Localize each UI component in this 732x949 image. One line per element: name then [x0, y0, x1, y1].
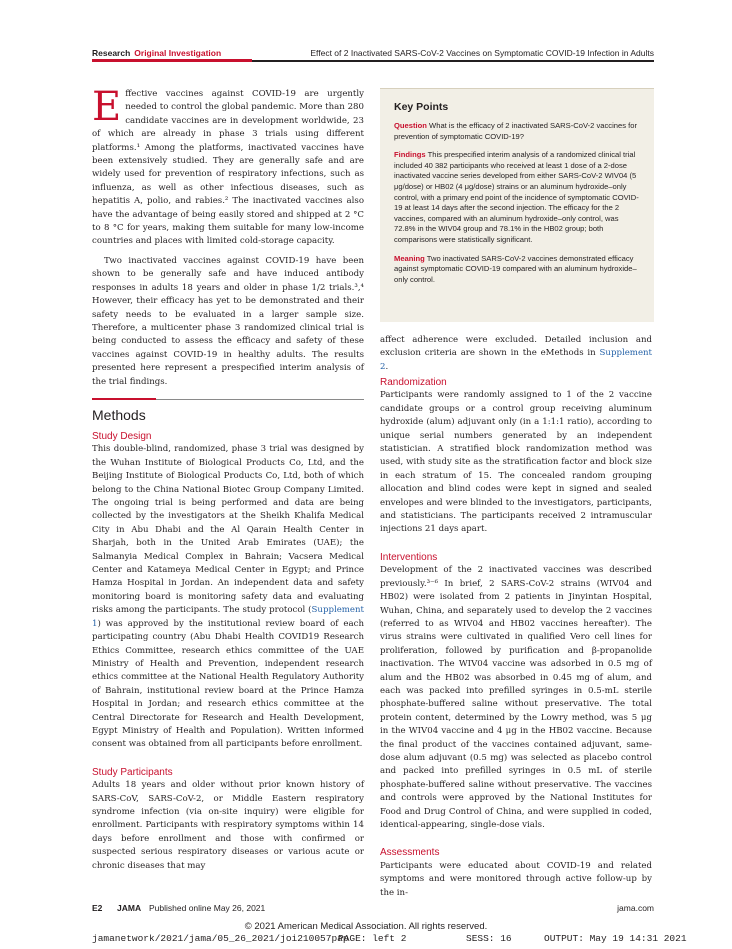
- supplement-1-link[interactable]: Supplement 1: [92, 605, 364, 629]
- randomization-paragraph: Participants were randomly assigned to 1 of the 2 vaccine candidate groups or a control group receiving aluminum hydroxide (alum) adjuvant only (in a 1:1:1 ratio), according to unique serial numbers generated by an independent statistician. A stratified block randomization method was used, with study site as the stratification factor and block size in each stratum of 15. The concealed random grouping allocation and blind codes were kept in signed and sealed envelopes and were blinded to the investigators, participants, and statisticians. The participants received 2 intramuscular injections 21 days apart.: [380, 390, 652, 535]
- methods-accent-rule: [92, 398, 156, 400]
- assessments-paragraph: Participants were educated about COVID-19 and related symptoms and were monitored through active follow-up by the in-: [380, 860, 652, 898]
- running-title: Effect of 2 Inactivated SARS-CoV-2 Vaccines on Symptomatic COVID-19 Infection in Adults: [310, 48, 654, 58]
- interventions-paragraph: Development of the 2 inactivated vaccines was described previously.³⁻⁶ In brief, 2 SARS-CoV-2 strains (WIV04 and HB02) were isolated from 2 patients in Jinyintan Hospital, Wuhan, China, and separately used to develop the 2 vaccines (referred to as WIV04 and HB02 vaccines hereafter). The virus strains were cultivated in qualified Vero cell lines for proliferation, followed by purification and β-propanolide inactivation. The WIV04 vaccine was adsorbed in 0.5 mg of alum and the HB02 was absorbed in 0.45 mg of alum, and each was packed into prefilled syringes in 0.5-mL sterile phosphate-buffered saline without preservative. The total protein content, determined by the Lowry method, was 5 μg in the WIV04 vaccine and 4 μg in the HB02 vaccine. Because the final product of the vaccines contained adjuvant, same-dose alum adjuvant (0.5 mg) was selected as placebo control and packed into prefilled syringes in 0.5 mL of sterile phosphate-buffered saline without preservative. The vaccines and controls were approved by the National Institutes for Food and Drug Control of China, and were supplied in coded, identical-appearing, single-dose vials.: [380, 565, 652, 830]
- intro-paragraph-2: Two inactivated vaccines against COVID-19 have been shown to be generally safe and have induced antibody responses in adults 18 years and older in phase 1/2 trials.³,⁴ However, their efficacy has yet to be demonstrated and their safety needs to be evaluated in a larger sample size. Therefore, a multicenter phase 3 randomized clinical trial is being conducted to assess the efficacy and safety of these vaccines against COVID-19 in healthy adults. The results presented here represent a prespecified interim analysis of the trial findings.: [92, 255, 364, 387]
- methods-heading: Methods: [92, 407, 146, 423]
- copyright-notice: © 2021 American Medical Association. All rights reserved.: [244, 921, 488, 932]
- left-column-methods: [92, 430, 364, 873]
- key-points-box: [380, 88, 654, 322]
- key-points-question: Question What is the efficacy of 2 inactivated SARS-CoV-2 vaccines for prevention of symptomatic COVID-19?: [394, 121, 637, 141]
- drop-cap: E: [92, 84, 122, 130]
- study-participants-heading: Study Participants: [92, 766, 173, 778]
- study-participants-paragraph: Adults 18 years and older without prior known history of SARS-CoV, SARS-CoV-2, or Middle Eastern respiratory syndrome infection (via on-site inquiry) were eligible for enrollment. Participants with respiratory symptoms within 14 days before enrollment and those with confirmed or suspected serious respiratory diseases or various acute or chronic diseases that may: [92, 780, 364, 871]
- slug-path: jamanetwork/2021/jama/05_26_2021/joi210057pap: [92, 933, 349, 944]
- interventions-heading: Interventions: [380, 551, 438, 563]
- assessments-heading: Assessments: [380, 847, 440, 859]
- methods-rule: [156, 399, 364, 400]
- intro-paragraph-1: Effective vaccines against COVID-19 are urgently needed to control the global pandemic. More than 280 candidate vaccines are in development worldwide, 23 of which are already in phase 3 trials using different platforms.¹ Among the platforms, inactivated vaccines have been extensively studied. They are generally safe and are widely used for prevention of respiratory infections, such as influenza, as well as other infectious diseases, such as hepatitis A, polio, and rabies.² The inactivated vaccines also have the advantage of being easily stored and shipped at 2 °C to 8 °C for years, making them suitable for many low-income countries and places with limited cold-storage capacity.: [92, 84, 364, 247]
- category-label: Original Investigation: [134, 48, 222, 58]
- publication-date: Published online May 26, 2021: [149, 903, 266, 913]
- journal-website[interactable]: jama.com: [617, 903, 654, 913]
- page-number: E2: [92, 903, 103, 913]
- slug-session: SESS: 16: [466, 933, 512, 944]
- running-header-left: [92, 48, 221, 58]
- randomization-heading: Randomization: [380, 377, 447, 388]
- slug-output: OUTPUT: May 19 14:31 2021: [544, 933, 687, 944]
- supplement-2-link[interactable]: Supplement 2: [380, 348, 653, 372]
- right-column-sections: [380, 376, 652, 900]
- header-accent-rule: [92, 59, 252, 62]
- key-points-title: Key Points: [394, 101, 449, 113]
- exclusion-paragraph: affect adherence were excluded. Detailed inclusion and exclusion criteria are shown in the eMethods in Supplement 2.: [380, 335, 653, 372]
- section-label: Research: [92, 48, 131, 58]
- key-points-findings: Findings This prespecified interim analysis of a randomized clinical trial included 40 382 participants who received at least 1 dose of a 2-dose inactivated vaccine series developed from either SARS-CoV-2 WIV04 (5 μg/dose) or HB02 (4 μg/dose) strains or an aluminum hydroxide–only control, with a primary end point of the incidence of symptomatic COVID-19 at least 14 days after the second injection. The efficacy for the 2 vaccines, compared with an aluminum hydroxide–only control, was 72.8% in the WIV04 group and 78.1% in the HB02 group; both comparisons were statistically significant.: [394, 150, 639, 244]
- left-column: [92, 84, 364, 389]
- journal-name: JAMA: [117, 903, 142, 913]
- key-points-meaning: Meaning Two inactivated SARS-CoV-2 vaccines demonstrated efficacy against symptomatic COVID-19 compared with an aluminum hydroxide–only control.: [394, 253, 637, 284]
- study-design-paragraph: This double-blind, randomized, phase 3 trial was designed by the Wuhan Institute of Biological Products Co, Ltd, and the Beijing Institute of Biological Products Co, Ltd, both of which belong to the China National Biotec Group Company Limited. The ongoing trial is being performed and data are being collected by the investigators at the Sheikh Khalifa Medical City in Abu Dhabi and the Al Qarain Health Center in Sharjah, both in the United Arab Emirates (UAE); the Salmanyia Medical Complex in Bahrain; Vacsera Medical Center and Katameya Medical Center in Egypt; and Prince Hamza Hospital in Jordan. An independent data and safety monitoring board is monitoring safety data and evaluating risks among the participants. The study protocol (Supplement 1) was approved by the institutional review board of each participating country (Abu Dhabi Health COVID19 Research Ethics Committee, research ethics committee of the UAE Ministry of Health and Prevention, independent research ethics committee at the National Health Regulatory Authority of Bahrain, institutional review board at the Prince Hamza Hospital in Jordan; and research ethics committee at the Central Directorate for Research and Health Development, Egypt Ministry of Health and Population). Written informed consent was obtained from all participants before enrollment.: [92, 444, 364, 750]
- slug-page: PAGE: left 2: [338, 933, 407, 944]
- right-column: [380, 334, 652, 374]
- study-design-heading: Study Design: [92, 431, 152, 442]
